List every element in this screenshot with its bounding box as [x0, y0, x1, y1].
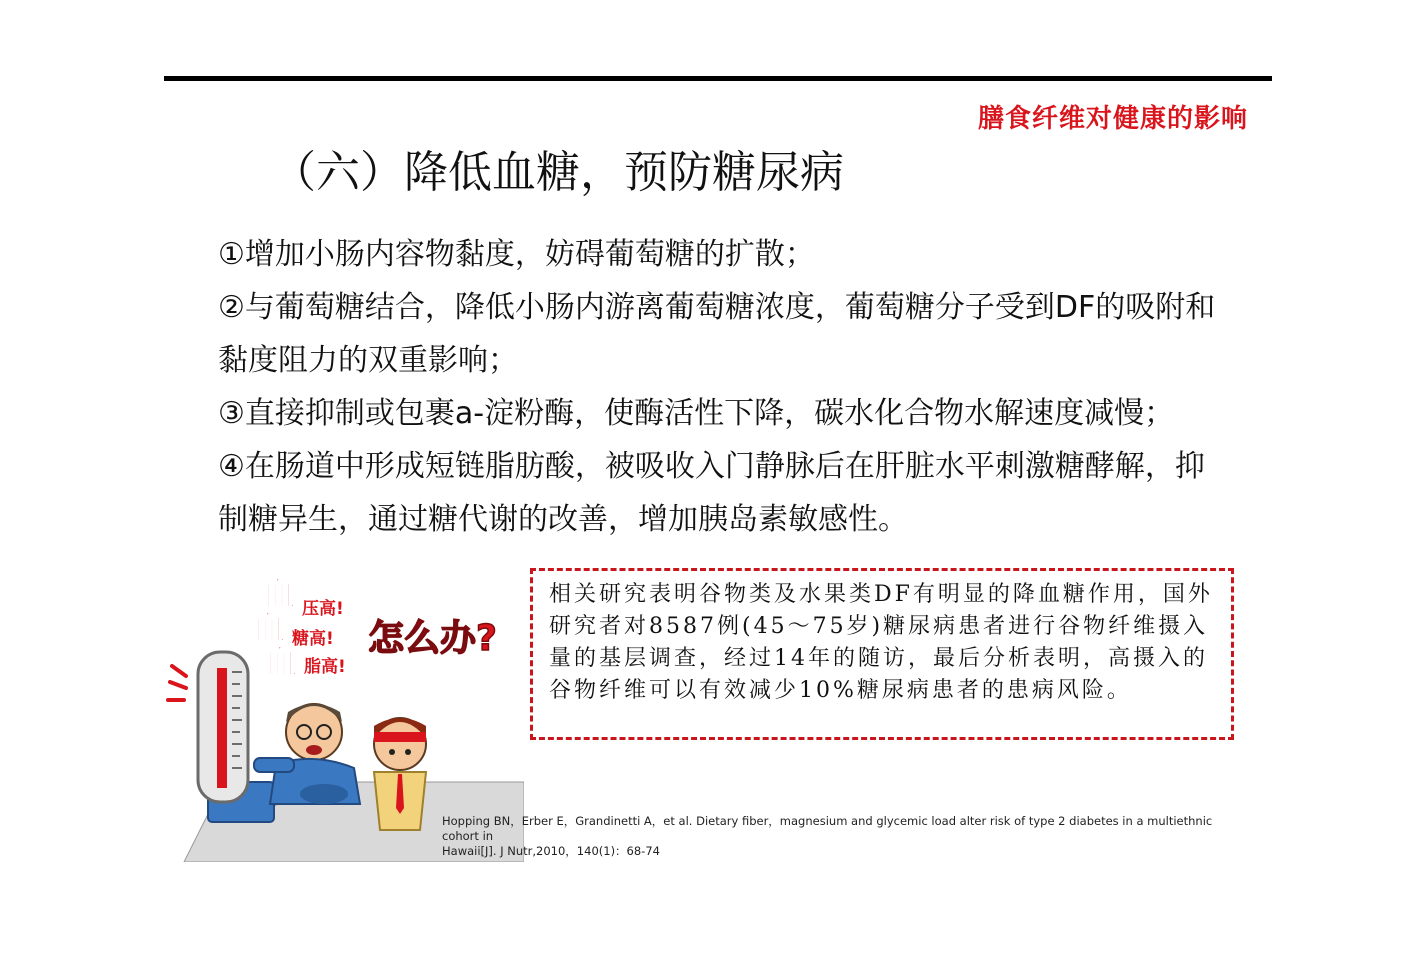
blood-char-2: 血 — [252, 609, 286, 649]
list-item: ①增加小肠内容物黏度，妨碍葡萄糖的扩散； — [218, 237, 815, 272]
tag-pressure: 压高! — [302, 599, 344, 619]
page-title: （六）降低血糖，预防糖尿病 — [272, 147, 844, 198]
blood-char-1: 血 — [262, 575, 296, 615]
top-divider — [164, 76, 1272, 81]
study-callout: 相关研究表明谷物类及水果类DF有明显的降血糖作用，国外研究者对8587例(45～75岁)糖尿病患者进行谷物纤维摄入量的基层调查，经过14年的随访，最后分析表明，高摄入的谷物纤维可以有效减少10%糖尿病患者的患病风险。 — [530, 568, 1234, 740]
tag-lipid: 脂高! — [304, 657, 346, 677]
section-title: 膳食纤维对健康的影响 — [977, 104, 1248, 134]
list-item: ④在肠道中形成短链脂肪酸，被吸收入门静脉后在肝脏水平刺激糖酵解，抑制糖异生，通过糖代谢的改善，增加胰岛素敏感性。 — [218, 449, 1205, 537]
list-item: ③直接抑制或包裹a-淀粉酶，使酶活性下降，碳水化合物水解速度减慢； — [218, 396, 1175, 431]
blood-char-3: 血 — [264, 643, 298, 683]
tag-sugar: 糖高! — [292, 629, 334, 649]
citation-line-1: Hopping BN，Erber E，Grandinetti A，et al. Dietary fiber，magnesium and glycemic load alter risk of type 2 diabetes in a multiethnic cohort in — [442, 814, 1213, 843]
list-item: ②与葡萄糖结合，降低小肠内游离葡萄糖浓度，葡萄糖分子受到DF的吸附和黏度阻力的双重影响； — [218, 290, 1216, 378]
question-text: 怎么办? — [368, 618, 497, 659]
citation-line-2: Hawaii[J]. J Nutr,2010，140(1)：68-74 — [442, 844, 660, 858]
mechanism-list — [218, 228, 1228, 546]
citation — [442, 814, 1242, 859]
